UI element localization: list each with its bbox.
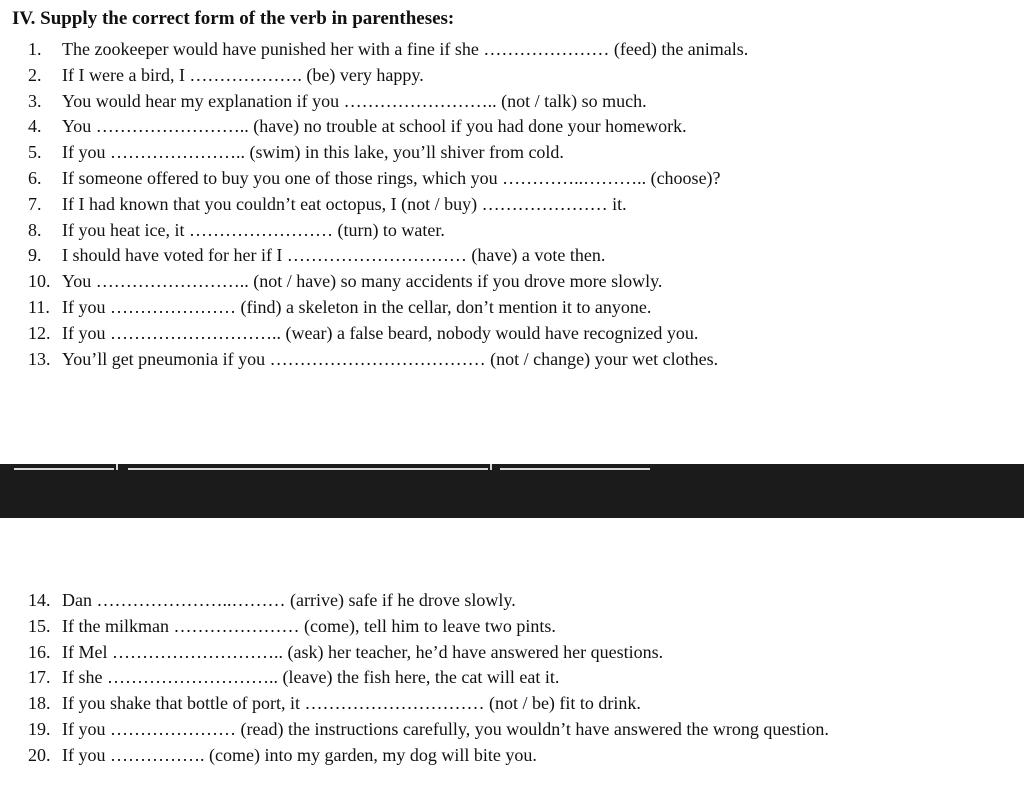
list-item — [28, 665, 1024, 691]
exercise-list-bottom — [28, 588, 1024, 769]
list-item — [28, 166, 1024, 192]
item-number: 7. — [28, 193, 42, 214]
list-item — [28, 743, 1024, 769]
item-text: If you ………………… (read) the instructions carefully, you wouldn’t have answered the wrong question. — [62, 718, 829, 739]
item-number: 16. — [28, 641, 51, 662]
exercise-heading: IV. Supply the correct form of the verb in parentheses: — [12, 8, 455, 29]
list-item — [28, 347, 1024, 373]
item-number: 1. — [28, 39, 42, 59]
exercise-list-top — [28, 37, 1024, 372]
item-text: Dan …………………..……… (arrive) safe if he drove slowly. — [62, 590, 516, 610]
item-text: You’ll get pneumonia if you ……………………………… (not / change) your wet clothes. — [62, 348, 719, 369]
band-underline — [500, 468, 650, 470]
band-underline — [14, 468, 114, 470]
list-item — [28, 89, 1024, 115]
item-text: If she ……………………….. (leave) the fish here, the cat will eat it. — [62, 667, 560, 688]
item-number: 18. — [28, 693, 51, 714]
item-number: 17. — [28, 667, 51, 688]
list-item — [28, 140, 1024, 166]
item-text: You would hear my explanation if you …………………….. (not / talk) so much. — [62, 90, 647, 111]
list-item — [28, 717, 1024, 743]
item-text: If I had known that you couldn’t eat octopus, I (not / buy) ………………… it. — [62, 193, 627, 214]
item-number: 20. — [28, 744, 51, 765]
item-text: The zookeeper would have punished her with a fine if she ………………… (feed) the animals. — [62, 39, 749, 59]
item-number: 9. — [28, 245, 42, 266]
item-number: 5. — [28, 142, 42, 163]
list-item — [28, 269, 1024, 295]
item-text: If Mel ……………………….. (ask) her teacher, he’d have answered her questions. — [62, 641, 664, 662]
item-number: 6. — [28, 167, 42, 188]
item-number: 14. — [28, 590, 51, 610]
item-text: I should have voted for her if I ………………………… (have) a vote then. — [62, 245, 606, 266]
item-text: If you heat ice, it …………………… (turn) to water. — [62, 219, 445, 240]
item-number: 3. — [28, 90, 42, 111]
list-item — [28, 295, 1024, 321]
list-item — [28, 588, 1024, 614]
list-item — [28, 37, 1024, 63]
item-number: 19. — [28, 718, 51, 739]
item-number: 15. — [28, 615, 51, 636]
list-item — [28, 243, 1024, 269]
list-item — [28, 63, 1024, 89]
band-tick — [116, 464, 118, 470]
band-underline — [128, 468, 488, 470]
band-tick — [490, 464, 492, 470]
item-text: If the milkman ………………… (come), tell him to leave two pints. — [62, 615, 556, 636]
item-number: 10. — [28, 271, 51, 292]
item-number: 11. — [28, 296, 50, 317]
item-text: If you ………………… (find) a skeleton in the cellar, don’t mention it to anyone. — [62, 296, 652, 317]
item-text: If someone offered to buy you one of those rings, which you …………..……….. (choose)? — [62, 167, 721, 188]
list-item — [28, 321, 1024, 347]
item-number: 2. — [28, 64, 42, 85]
list-item — [28, 114, 1024, 140]
item-number: 13. — [28, 348, 51, 369]
list-item — [28, 192, 1024, 218]
item-text: If you ……………………….. (wear) a false beard, nobody would have recognized you. — [62, 322, 699, 343]
item-number: 4. — [28, 116, 42, 137]
list-item — [28, 691, 1024, 717]
item-number: 8. — [28, 219, 42, 240]
list-item — [28, 640, 1024, 666]
item-text: If I were a bird, I ………………. (be) very happy. — [62, 64, 424, 85]
item-text: You …………………….. (not / have) so many accidents if you drove more slowly. — [62, 271, 663, 292]
item-text: If you shake that bottle of port, it ………………………… (not / be) fit to drink. — [62, 693, 641, 714]
page-divider-band — [0, 464, 1024, 518]
item-text: If you ……………. (come) into my garden, my dog will bite you. — [62, 744, 537, 765]
list-item — [28, 218, 1024, 244]
item-number: 12. — [28, 322, 51, 343]
item-text: If you ………………….. (swim) in this lake, you’ll shiver from cold. — [62, 142, 564, 163]
list-item — [28, 614, 1024, 640]
item-text: You …………………….. (have) no trouble at school if you had done your homework. — [62, 116, 687, 137]
